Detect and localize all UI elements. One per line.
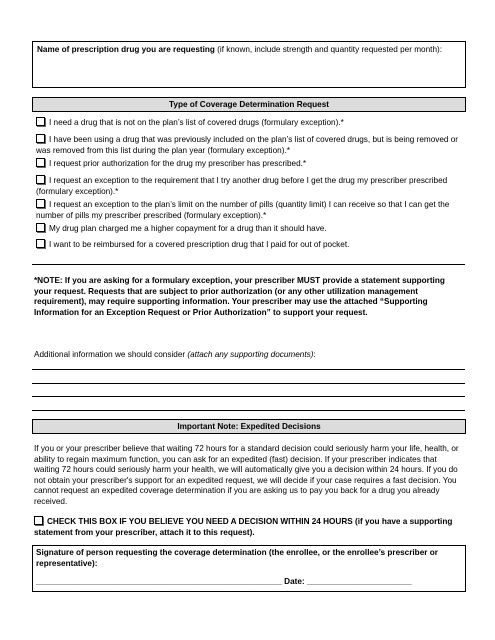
checkbox[interactable] — [36, 117, 45, 126]
checkbox[interactable] — [36, 239, 45, 248]
checkbox[interactable] — [34, 516, 43, 525]
option-formulary-not-listed[interactable]: I need a drug that is not on the plan’s list of covered drugs (formulary exception).* — [36, 117, 462, 129]
signature-line[interactable]: ______________________________________________________ Date: _______________________ — [36, 577, 412, 586]
option-prior-authorization[interactable]: I request prior authorization for the drug my prescriber has prescribed.* — [36, 158, 462, 170]
additional-info-line[interactable] — [32, 410, 465, 411]
date-field[interactable]: _______________________ — [306, 577, 412, 586]
option-step-therapy-exception[interactable]: I request an exception to the requirement that I try another drug before I get the drug my prescriber prescribed (formulary exception).* — [36, 176, 448, 196]
signature-label: Signature of person requesting the coverage determination (the enrollee, or the enrollee’s prescriber or representative): — [36, 548, 438, 568]
checkbox[interactable] — [36, 158, 45, 167]
signature-box[interactable] — [32, 545, 466, 592]
additional-info-label: Additional information we should consider (attach any supporting documents): — [34, 350, 316, 359]
drug-name-box[interactable] — [32, 41, 466, 88]
option-reimbursement[interactable]: I want to be reimbursed for a covered prescription drug that I paid for out of pocket. — [36, 239, 462, 251]
option-higher-copayment[interactable]: My drug plan charged me a higher copayment for a drug than it should have. — [36, 223, 462, 235]
checkbox[interactable] — [36, 134, 45, 143]
section-divider — [32, 264, 465, 265]
coverage-type-header: Type of Coverage Determination Request — [32, 97, 466, 112]
checkbox[interactable] — [36, 199, 45, 208]
expedited-checkbox-option[interactable]: CHECK THIS BOX IF YOU BELIEVE YOU NEED A DECISION WITHIN 24 HOURS (if you have a supporting statement from your prescriber, attach it to this request). — [34, 517, 453, 537]
formulary-note: *NOTE: If you are asking for a formulary exception, your prescriber MUST provide a statement supporting your request. Requests that are subject to prior authorization (or any other utilization management requirement), may require supporting information. Your prescriber may use the attached “Supporting Information for an Exception Request or Prior Authorization” to support your request. — [34, 276, 445, 317]
option-drug-removed[interactable]: I have been using a drug that was previously included on the plan’s list of covered drugs, but is being removed or was removed from this list during the plan year (formulary exception).* — [36, 135, 459, 155]
additional-info-line[interactable] — [32, 369, 465, 370]
additional-info-line[interactable] — [32, 396, 465, 397]
option-quantity-limit-exception[interactable]: I request an exception to the plan’s limit on the number of pills (quantity limit) I can receive so that I can get the number of pills my prescriber prescribed (formulary exception).* — [36, 200, 450, 220]
drug-name-label: Name of prescription drug you are requesting (if known, include strength and quantity requested per month): — [37, 45, 442, 54]
expedited-header: Important Note: Expedited Decisions — [32, 419, 466, 434]
date-label: Date: — [284, 577, 305, 586]
checkbox[interactable] — [36, 175, 45, 184]
additional-info-line[interactable] — [32, 383, 465, 384]
checkbox[interactable] — [36, 223, 45, 232]
expedited-body: If you or your prescriber believe that waiting 72 hours for a standard decision could seriously harm your life, health, or ability to regain maximum function, you can ask for an expedited (fast) decision. If your prescriber indicates that waiting 72 hours could seriously harm your health, we will automatically give you a decision within 24 hours. If you do not obtain your prescriber's support for an expedited request, we will decide if your case requires a fast decision. You cannot request an expedited coverage determination if you are asking us to pay you back for a drug you already received. — [34, 444, 459, 506]
